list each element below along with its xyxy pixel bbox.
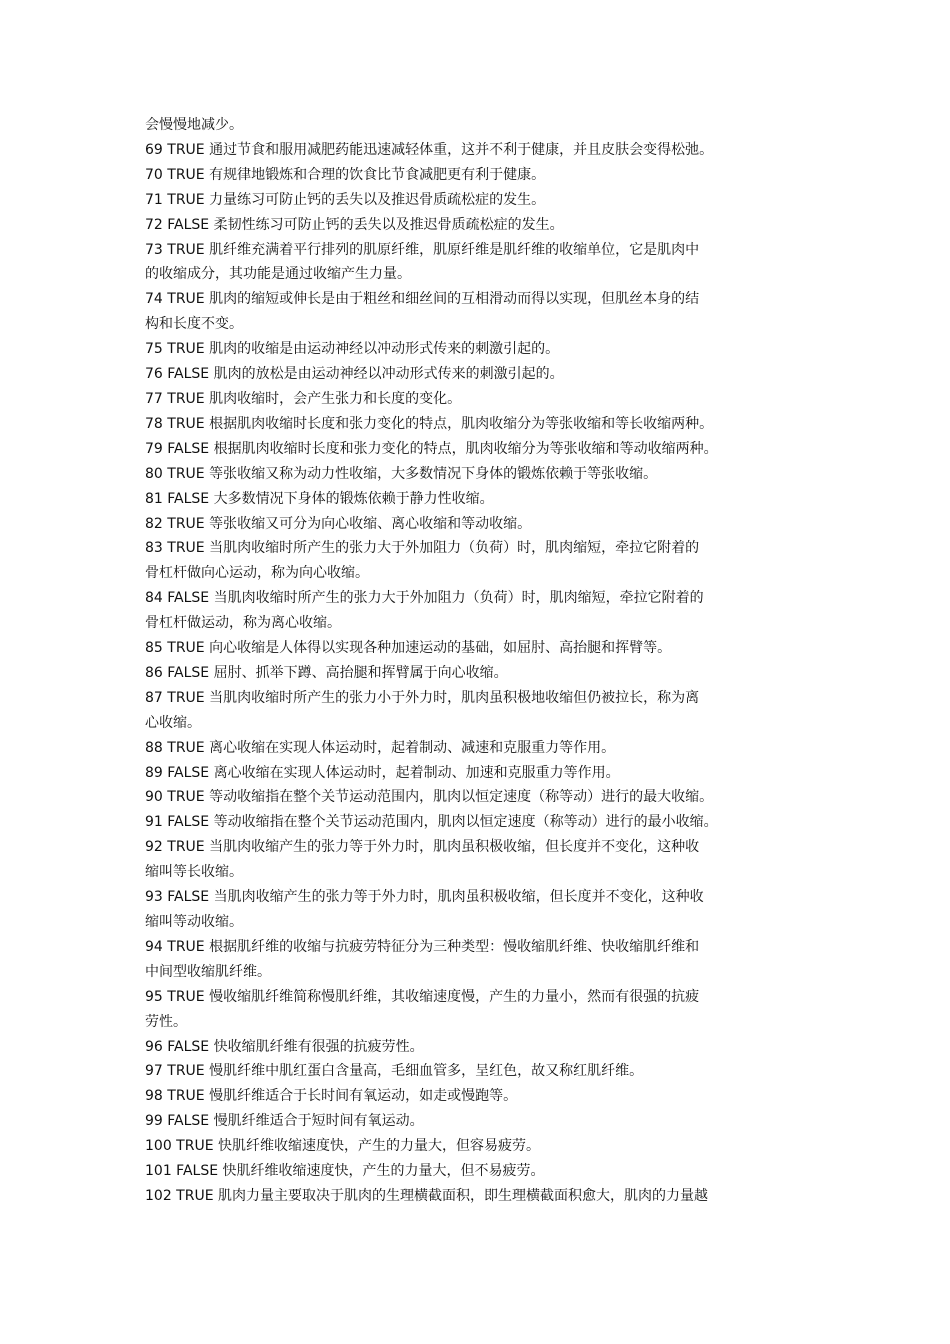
text-line: 87 TRUE 当肌肉收缩时所产生的张力小于外力时，肌肉虽积极地收缩但仍被拉长，称为离	[145, 689, 700, 706]
text-line: 缩叫等动收缩。	[145, 914, 243, 930]
text-line: 84 FALSE 当肌肉收缩时所产生的张力大于外加阻力（负荷）时，肌肉缩短，牵拉它附着的	[145, 590, 704, 607]
text-line: 73 TRUE 肌纤维充满着平行排列的肌原纤维，肌原纤维是肌纤维的收缩单位，它是肌肉中	[145, 241, 700, 258]
text-line: 79 FALSE 根据肌肉收缩时长度和张力变化的特点，肌肉收缩分为等张收缩和等动收缩两种。	[145, 440, 718, 457]
text-line: 90 TRUE 等动收缩指在整个关节运动范围内，肌肉以恒定速度（称等动）进行的最大收缩。	[145, 789, 714, 806]
text-line: 91 FALSE 等动收缩指在整个关节运动范围内，肌肉以恒定速度（称等动）进行的最小收缩。	[145, 814, 718, 831]
text-line: 72 FALSE 柔韧性练习可防止钙的丢失以及推迟骨质疏松症的发生。	[145, 216, 564, 233]
text-line: 71 TRUE 力量练习可防止钙的丢失以及推迟骨质疏松症的发生。	[145, 191, 546, 208]
text-line: 92 TRUE 当肌肉收缩产生的张力等于外力时，肌肉虽积极收缩，但长度并不变化，这种收	[145, 839, 700, 856]
text-line: 81 FALSE 大多数情况下身体的锻炼依赖于静力性收缩。	[145, 490, 494, 507]
document-body	[145, 113, 813, 1209]
text-line: 会慢慢地减少。	[145, 117, 243, 133]
text-line: 劳性。	[145, 1013, 187, 1030]
text-line: 的收缩成分，其功能是通过收缩产生力量。	[145, 266, 411, 283]
text-line: 101 FALSE 快肌纤维收缩速度快，产生的力量大，但不易疲劳。	[145, 1163, 545, 1180]
text-line: 83 TRUE 当肌肉收缩时所产生的张力大于外加阻力（负荷）时，肌肉缩短，牵拉它附着的	[145, 540, 700, 557]
text-line: 86 FALSE 屈肘、抓举下蹲、高抬腿和挥臂属于向心收缩。	[145, 664, 508, 681]
text-line: 99 FALSE 慢肌纤维适合于短时间有氧运动。	[145, 1113, 424, 1130]
text-line: 100 TRUE 快肌纤维收缩速度快，产生的力量大，但容易疲劳。	[145, 1138, 540, 1155]
text-line: 102 TRUE 肌肉力量主要取决于肌肉的生理横截面积，即生理横截面积愈大，肌肉的力量越	[145, 1187, 708, 1204]
text-line: 93 FALSE 当肌肉收缩产生的张力等于外力时，肌肉虽积极收缩，但长度并不变化，这种收	[145, 889, 704, 906]
text-line: 75 TRUE 肌肉的收缩是由运动神经以冲动形式传来的刺激引起的。	[145, 341, 560, 358]
text-line: 心收缩。	[145, 714, 201, 731]
text-line: 缩叫等长收缩。	[145, 864, 243, 881]
text-line: 82 TRUE 等张收缩又可分为向心收缩、离心收缩和等动收缩。	[145, 515, 532, 532]
text-line: 69 TRUE 通过节食和服用减肥药能迅速减轻体重，这并不利于健康，并且皮肤会变得松弛。	[145, 141, 714, 158]
text-line: 骨杠杆做向心运动，称为向心收缩。	[145, 565, 369, 582]
text-line: 88 TRUE 离心收缩在实现人体运动时，起着制动、减速和克服重力等作用。	[145, 739, 616, 756]
text-line: 76 FALSE 肌肉的放松是由运动神经以冲动形式传来的刺激引起的。	[145, 366, 564, 383]
text-line: 构和长度不变。	[145, 316, 243, 333]
text-line: 85 TRUE 向心收缩是人体得以实现各种加速运动的基础，如屈肘、高抬腿和挥臂等。	[145, 640, 672, 657]
text-line: 77 TRUE 肌肉收缩时，会产生张力和长度的变化。	[145, 390, 462, 407]
text-line: 97 TRUE 慢肌纤维中肌红蛋白含量高，毛细血管多，呈红色，故又称红肌纤维。	[145, 1063, 644, 1080]
text-line: 80 TRUE 等张收缩又称为动力性收缩，大多数情况下身体的锻炼依赖于等张收缩。	[145, 465, 658, 482]
text-line: 96 FALSE 快收缩肌纤维有很强的抗疲劳性。	[145, 1038, 424, 1055]
text-line: 98 TRUE 慢肌纤维适合于长时间有氧运动，如走或慢跑等。	[145, 1088, 518, 1105]
text-line: 89 FALSE 离心收缩在实现人体运动时，起着制动、加速和克服重力等作用。	[145, 764, 620, 781]
text-line: 95 TRUE 慢收缩肌纤维简称慢肌纤维，其收缩速度慢，产生的力量小，然而有很强的抗疲	[145, 988, 700, 1005]
text-line: 78 TRUE 根据肌肉收缩时长度和张力变化的特点，肌肉收缩分为等张收缩和等长收缩两种。	[145, 415, 714, 432]
text-line: 74 TRUE 肌肉的缩短或伸长是由于粗丝和细丝间的互相滑动而得以实现，但肌丝本身的结	[145, 291, 700, 308]
text-line: 中间型收缩肌纤维。	[145, 963, 271, 980]
text-line: 70 TRUE 有规律地锻炼和合理的饮食比节食减肥更有利于健康。	[145, 166, 546, 183]
text-line: 94 TRUE 根据肌纤维的收缩与抗疲劳特征分为三种类型：慢收缩肌纤维、快收缩肌纤维和	[145, 938, 700, 955]
text-line: 骨杠杆做运动，称为离心收缩。	[145, 615, 341, 632]
